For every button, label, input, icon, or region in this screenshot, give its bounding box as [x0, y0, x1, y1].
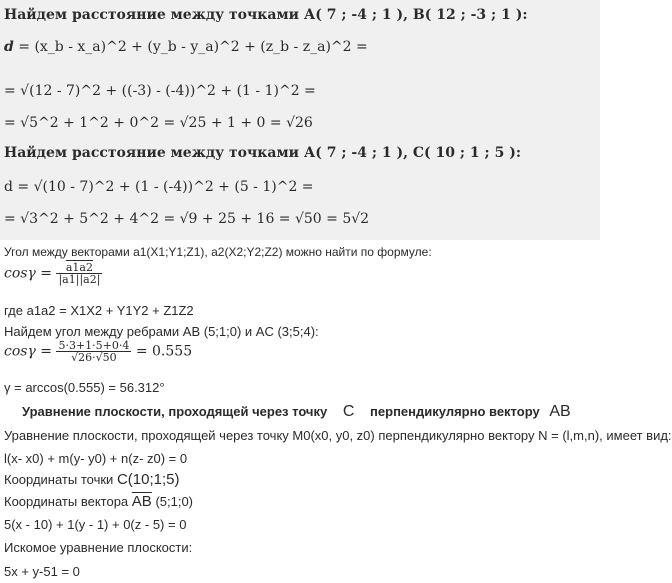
- distance-ac-result: = √3^2 + 5^2 + 4^2 = √9 + 25 + 16 = √50 = 5√2: [4, 211, 370, 227]
- plane-heading: Уравнение плоскости, проходящей через точку C перпендикулярно вектору AB: [22, 403, 571, 420]
- plane-general-text: Уравнение плоскости, проходящей через точку M0(x0, y0, z0) перпендикулярно вектору N = (l,m,n), имеет вид:: [4, 428, 672, 443]
- cos-value-formula: cosγ = $\frac{5\cdot 3+1\cdot 5+0\cdot 4}{√26\cdot√50}$ = 0.555: [4, 339, 193, 364]
- angle-intro: Угол между векторами a1(X1;Y1;Z1), a2(X2;Y2;Z2) можно найти по формуле:: [4, 245, 432, 259]
- cos-formula-fraction: $\frac{a1a2}{|a1||a2|}$: [58, 261, 101, 286]
- vector-coordinates: Координаты вектора $\overline{AB}$ (5;1;0): [4, 493, 194, 510]
- cos-value-fraction: $\frac{5\cdot 3+1\cdot 5+0\cdot 4}{√26\cdot√50}$: [58, 339, 130, 364]
- distance-ac-formula: d = √(10 - 7)^2 + (1 - (-4))^2 + (5 - 1)^2 =: [4, 179, 314, 195]
- substituted-equation: 5(x - 10) + 1(y - 1) + 0(z - 5) = 0: [4, 517, 187, 532]
- heading-distance-ac: Найдем расстояние между точками А( 7 ; -4 ; 1 ), С( 10 ; 1 ; 5 ):: [4, 145, 521, 161]
- point-coordinates: Координаты точки C(10;1;5): [4, 471, 180, 488]
- result-label: Искомое уравнение плоскости:: [4, 540, 193, 555]
- heading-distance-ab: Найдем расстояние между точками А( 7 ; -4 ; 1 ), В( 12 ; -3 ; 1 ):: [4, 7, 528, 23]
- edges-angle-text: Найдем угол между ребрами AB (5;1;0) и AC (3;5;4):: [4, 324, 319, 339]
- plane-equation-form: l(x- x0) + m(y- y0) + n(z- z0) = 0: [4, 451, 188, 466]
- distance-ab-substitution: = √(12 - 7)^2 + ((-3) - (-4))^2 + (1 - 1)^2 =: [4, 83, 316, 99]
- result-equation: 5x + y-51 = 0: [4, 564, 80, 579]
- distance-ab-result: = √5^2 + 1^2 + 0^2 = √25 + 1 + 0 = √26: [4, 115, 313, 131]
- distance-formula: d = (x_b - x_a)^2 + (y_b - y_a)^2 + (z_b - z_a)^2 =: [4, 39, 368, 55]
- gamma-result: γ = arccos(0.555) = 56.312°: [4, 380, 165, 395]
- cos-formula: cosγ = $\frac{a1a2}{|a1||a2|}$: [4, 261, 101, 286]
- dot-product-definition: где a1a2 = X1X2 + Y1Y2 + Z1Z2: [4, 303, 194, 318]
- distance-formula-body: (x_b - x_a)^2 + (y_b - y_a)^2 + (z_b - z_a)^2: [34, 39, 352, 55]
